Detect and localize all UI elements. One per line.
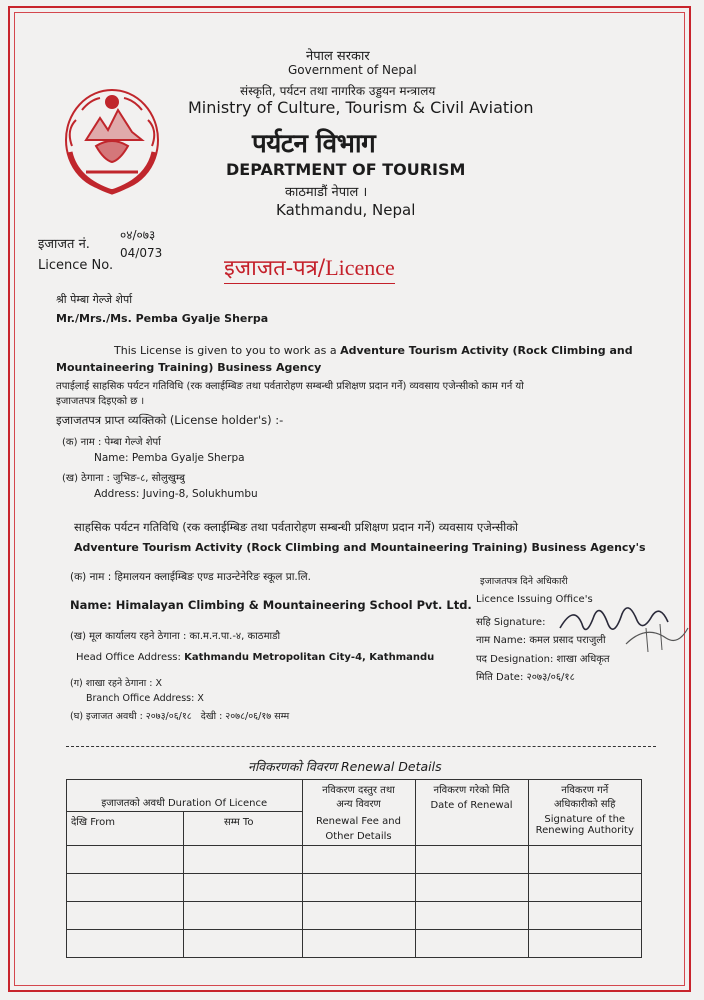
col-fee-np: नविकरण दस्तुर तथा — [322, 785, 395, 796]
licence-no-value-en: 04/073 — [120, 246, 163, 260]
col-sig-en: Signature of the — [544, 814, 626, 825]
dept-np: पर्यटन विभाग — [252, 129, 376, 159]
agency-office-en-label: Head Office Address: — [76, 652, 185, 663]
renewal-table — [66, 779, 642, 958]
issuer-heading-np: इजाजतपत्र दिने अधिकारी — [480, 576, 568, 587]
issuer-date: मिति Date: २०७३/०६/१८ — [476, 672, 575, 683]
agency-branch-en: Branch Office Address: X — [86, 693, 204, 704]
renewal-title: नविकरणको विवरण Renewal Details — [248, 759, 442, 774]
issuer-signature-label: सहि Signature: — [476, 617, 546, 628]
licence-title — [224, 252, 395, 284]
city-en: Kathmandu, Nepal — [276, 201, 416, 219]
holder-name-np: श्री पेम्बा गेल्जे शेर्पा — [56, 293, 133, 306]
gov-en: Government of Nepal — [288, 63, 417, 77]
col-duration-label: इजाजतको अवधी Duration Of Licence — [101, 798, 268, 809]
table-row — [67, 930, 642, 958]
licence-title-np: इजाजत-पत्र/ — [224, 256, 326, 281]
dept-en: DEPARTMENT OF TOURISM — [226, 160, 466, 179]
handwritten-signature — [556, 594, 692, 658]
col-from-label: देखि From — [71, 817, 116, 828]
body-np-line-1: तपाईलाई साहसिक पर्यटन गतिविधि (रक क्लाईम्बिङ तथा पर्वतारोहण सम्बन्धी प्रशिक्षण प्रदान गर्ने) व्यवसाय एजेन्सीको काम गर्न यो — [56, 381, 524, 392]
body-np-line-2: इजाजतपत्र दिइएको छ । — [56, 396, 145, 407]
col-from-header — [67, 812, 184, 846]
table-row — [67, 846, 642, 874]
ministry-en: Ministry of Culture, Tourism & Civil Aviation — [188, 98, 534, 117]
col-date-en: Date of Renewal — [430, 800, 513, 811]
col-fee-np2: अन्य विवरण — [336, 799, 381, 810]
col-sig-en2: Renewing Authority — [535, 825, 634, 836]
agency-validity: (घ) इजाजत अवधी : २०७३/०६/१८ देखी : २०७८/०६/१७ सम्म — [70, 711, 290, 722]
holder-details-name-en: Name: Pemba Gyalje Sherpa — [94, 452, 245, 464]
agency-heading-np: साहसिक पर्यटन गतिविधि (रक क्लाईम्बिङ तथा पर्वतारोहण सम्बन्धी प्रशिक्षण प्रदान गर्ने) व्यवसाय एजेन्सीको — [74, 520, 519, 534]
col-date-header — [415, 780, 528, 846]
table-row — [67, 874, 642, 902]
licence-title-en: Licence — [325, 255, 395, 280]
city-np: काठमाडौं नेपाल । — [285, 185, 368, 200]
holder-details-name-np: (क) नाम : पेम्बा गेल्जे शेर्पा — [62, 437, 161, 448]
issuer-name: नाम Name: कमल प्रसाद पराजुली — [476, 635, 606, 646]
body-line-1-bold: Adventure Tourism Activity (Rock Climbing and — [340, 344, 633, 357]
col-sig-header — [528, 780, 642, 846]
body-line-1-pre: This License is given to you to work as a — [114, 344, 341, 357]
col-duration-header — [67, 780, 303, 812]
agency-name-np: (क) नाम : हिमालयन क्लाईम्बिङ एण्ड माउन्टेनेरिङ स्कूल प्रा.लि. — [70, 571, 311, 583]
body-line-2-bold: Mountaineering Training) — [56, 361, 214, 374]
col-fee-header — [302, 780, 415, 846]
gov-np: नेपाल सरकार — [306, 49, 370, 64]
col-sig-np: नविकरण गर्ने — [561, 785, 609, 796]
col-to-label: सम्म To — [224, 817, 254, 828]
table-row — [67, 902, 642, 930]
holder-details-address-np: (ख) ठेगाना : जुभिङ-८, सोलुखुम्बु — [62, 473, 185, 484]
col-sig-np2: अधिकारीको सहि — [554, 799, 616, 810]
agency-heading-en: Adventure Tourism Activity (Rock Climbing and Mountaineering Training) Business Agency's — [74, 541, 646, 554]
body-line-2 — [56, 361, 321, 374]
col-fee-en2: Other Details — [325, 831, 392, 842]
col-fee-en: Renewal Fee and — [316, 816, 401, 827]
body-line-2-rest: Business Agency — [213, 361, 322, 374]
holder-details-heading: इजाजतपत्र प्राप्त व्यक्तिको (License holder's) :- — [56, 413, 284, 427]
col-to-header — [184, 812, 303, 846]
agency-office-en — [76, 652, 434, 663]
issuer-designation: पद Designation: शाखा अधिकृत — [476, 654, 610, 665]
issuer-heading-en: Licence Issuing Office's — [476, 594, 593, 605]
holder-name-en: Mr./Mrs./Ms. Pemba Gyalje Sherpa — [56, 312, 269, 325]
licence-no-label-np: इजाजत नं. — [38, 237, 90, 252]
col-date-np: नविकरण गरेको मिति — [433, 785, 510, 796]
licence-no-label-en: Licence No. — [38, 258, 114, 273]
agency-office-en-value: Kathmandu Metropolitan City-4, Kathmandu — [184, 652, 435, 663]
licence-no-value-np: ०४/०७३ — [120, 228, 156, 242]
agency-office-np: (ख) मूल कार्यालय रहने ठेगाना : का.म.न.पा.-४, काठमाडौ — [70, 631, 281, 642]
section-divider — [66, 746, 656, 747]
body-line-1 — [114, 344, 633, 357]
agency-name-en: Name: Himalayan Climbing & Mountaineering School Pvt. Ltd. — [70, 598, 472, 612]
nepal-emblem-icon — [56, 80, 168, 198]
agency-branch-np: (ग) शाखा रहने ठेगाना : X — [70, 678, 162, 689]
holder-details-address-en: Address: Juving-8, Solukhumbu — [94, 488, 258, 500]
ministry-np: संस्कृति, पर्यटन तथा नागरिक उड्डयन मन्त्रालय — [240, 84, 436, 98]
